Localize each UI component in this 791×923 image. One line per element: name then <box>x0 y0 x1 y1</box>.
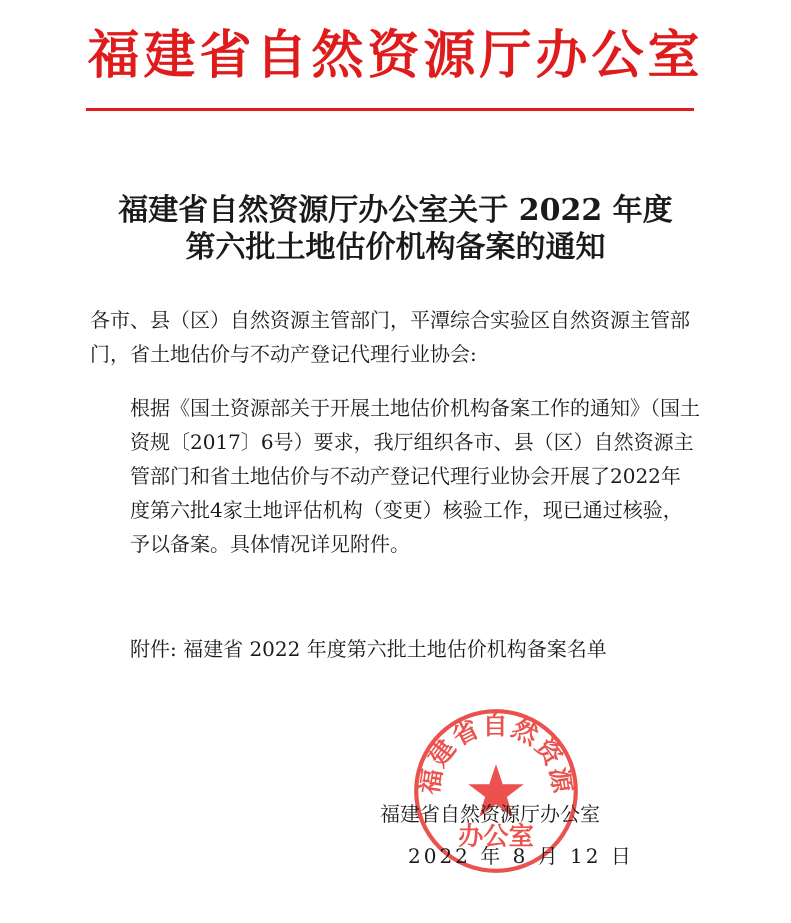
letterhead-divider <box>86 108 694 111</box>
signature-block <box>380 798 640 872</box>
letterhead-title: 福建省自然资源厅办公室 <box>87 26 704 86</box>
signature-date: 2022 年 8 月 12 日 <box>408 844 634 868</box>
document-title-line-2: 第六批土地估价机构备案的通知 <box>185 230 606 265</box>
signature-org: 福建省自然资源厅办公室 <box>380 802 600 826</box>
body-paragraph <box>90 391 700 561</box>
attachment-note: 附件: 福建省 2022 年度第六批土地估价机构备案名单 <box>130 637 607 661</box>
document-title-line-1: 福建省自然资源厅办公室关于 2022 年度 <box>118 193 673 228</box>
addressee: 各市、县（区）自然资源主管部门，平潭综合实验区自然资源主管部门，省土地估价与不动产登记代理行业协会: <box>90 308 690 366</box>
body-paragraph-text: 根据《国土资源部关于开展土地估价机构备案工作的通知》（国土资规〔2017〕6号）要求，我厅组织各市、县（区）自然资源主管部门和省土地估价与不动产登记代理行业协会开展了2022年度第六批4家土地评估机构（变更）核验工作，现已通过核验，予以备案。具体情况详见附件。 <box>130 396 700 556</box>
seal-top-text: 福建省自然资源 <box>414 710 578 797</box>
seal-bottom-text: 办公室 <box>458 821 534 851</box>
